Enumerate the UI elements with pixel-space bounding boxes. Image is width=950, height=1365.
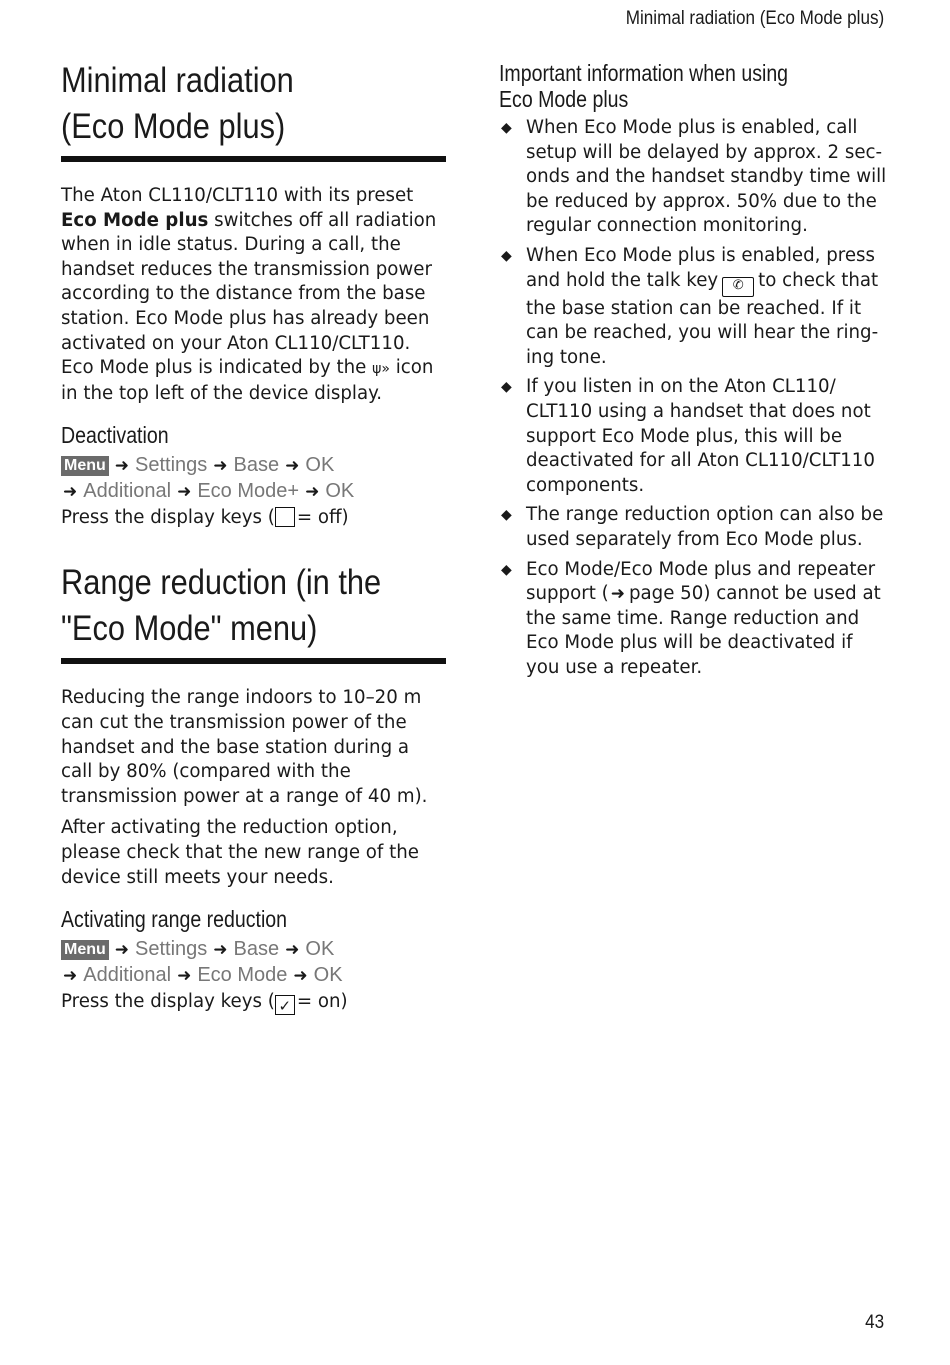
bullet-diamond-icon: ◆ xyxy=(501,120,512,136)
menu-item: Settings xyxy=(135,454,208,477)
menu-item: Eco Mode+ xyxy=(197,480,300,503)
subheading-text: Activating range reduction xyxy=(61,906,288,933)
bold-term: Eco Mode plus xyxy=(61,209,209,231)
arrow-icon: ➜ xyxy=(114,456,130,477)
press-instruction xyxy=(61,989,446,1015)
heading-line: Eco Mode plus xyxy=(499,86,629,112)
subheading-text: Deactivation xyxy=(61,422,169,449)
menu-item: OK xyxy=(325,480,355,503)
eco-mode-icon: ψ» xyxy=(372,361,390,378)
checkmark-key-icon: ✓ xyxy=(275,995,295,1015)
text: = off) xyxy=(296,507,349,529)
step-line xyxy=(61,479,446,505)
talk-key-icon: ✆ xyxy=(722,277,754,297)
title-line: "Eco Mode" menu) xyxy=(61,609,318,649)
info-list xyxy=(499,116,889,680)
press-instruction xyxy=(61,505,446,530)
list-item xyxy=(499,558,889,681)
menu-item: OK xyxy=(313,964,343,987)
arrow-icon: ➜ xyxy=(213,940,228,961)
list-item xyxy=(499,503,889,552)
intro-paragraph xyxy=(61,184,446,406)
text: The range reduction option can also be used separately from Eco Mode plus. xyxy=(526,504,884,550)
section-title-minimal-radiation xyxy=(61,58,446,162)
running-header: Minimal radiation (Eco Mode plus) xyxy=(625,8,884,29)
text: page 50) cannot be used at the same time. Range reduction and Eco Mode plus will be deactivated if you use a repeater. xyxy=(526,583,881,678)
list-item xyxy=(499,375,889,498)
menu-item: Additional xyxy=(83,964,172,987)
arrow-icon: ➜ xyxy=(305,482,320,503)
menu-item: Eco Mode xyxy=(197,964,288,987)
important-info-heading xyxy=(499,60,889,112)
menu-item: Settings xyxy=(135,938,208,961)
list-item xyxy=(499,244,889,370)
range-paragraph-1: Reducing the range indoors to 10–20 m can cut the transmission power of the handset and the base station during a call by 80% (compared with the transmission power at a range of 40 m). xyxy=(61,687,428,807)
menu-key: Menu xyxy=(61,940,109,960)
text: Press the display keys ( xyxy=(61,507,275,529)
left-column xyxy=(61,58,446,1015)
arrow-icon: ➜ xyxy=(285,940,300,961)
text: If you listen in on the Aton CL110/ CLT110 using a handset that does not support Eco Mode plus, this will be deactivated for all Aton CL110/CLT110 components. xyxy=(526,376,875,496)
bullet-diamond-icon: ◆ xyxy=(501,507,512,524)
text: When Eco Mode plus is enabled, press and hold the talk key xyxy=(526,244,875,291)
arrow-icon: ➜ xyxy=(63,966,78,987)
step-line xyxy=(61,963,446,989)
arrow-icon: ➜ xyxy=(285,456,300,477)
text: to check that the base station can be reached. If it can be reached, you will hear the ring-ing tone. xyxy=(526,269,879,368)
text: = on) xyxy=(296,991,348,1013)
subheading-activating xyxy=(61,906,446,932)
arrow-icon: ➜ xyxy=(213,456,228,477)
arrow-icon: ➜ xyxy=(114,940,130,961)
text: When Eco Mode plus is enabled, call setup will be delayed by approx. 2 sec-onds and the handset standby time will be reduced by approx. 50% due to the regular connection monitoring. xyxy=(526,117,887,237)
text: Eco Mode/Eco Mode plus and repeater support ( xyxy=(526,558,876,605)
heading-line: Important information when using xyxy=(499,60,789,86)
bullet-diamond-icon: ◆ xyxy=(501,247,512,264)
right-column xyxy=(499,60,889,685)
text: icon in the top left of the device display. xyxy=(61,357,434,404)
menu-item: Base xyxy=(233,454,280,477)
step-line xyxy=(61,937,446,963)
step-line xyxy=(61,453,446,479)
deactivation-steps xyxy=(61,453,446,530)
menu-item: OK xyxy=(305,938,335,961)
page-number: 43 xyxy=(864,1312,884,1333)
section-title-range-reduction xyxy=(61,560,446,664)
title-line: (Eco Mode plus) xyxy=(61,107,286,146)
title-line: Range reduction (in the xyxy=(61,563,382,603)
arrow-icon: ➜ xyxy=(177,482,192,503)
activation-steps xyxy=(61,937,446,1015)
menu-key: Menu xyxy=(61,456,109,476)
title-line: Minimal radiation xyxy=(61,61,294,100)
empty-checkbox-icon xyxy=(275,507,295,527)
text: switches off all radiation when in idle status. During a call, the handset reduces the transmission power according to the distance from the base station. Eco Mode plus has already been activated on your Aton CL110/CLT110. Eco Mode plus is indicated by the xyxy=(61,209,437,379)
arrow-icon: ➜ xyxy=(63,482,78,503)
menu-item: Additional xyxy=(83,480,172,503)
range-paragraph-2: After activating the reduction option, please check that the new range of the device still meets your needs. xyxy=(61,817,419,888)
text: Press the display keys ( xyxy=(61,991,275,1013)
menu-item: Base xyxy=(233,938,280,961)
subheading-deactivation xyxy=(61,422,446,448)
bullet-diamond-icon: ◆ xyxy=(501,379,512,396)
menu-item: OK xyxy=(305,454,335,477)
text: The Aton CL110/CLT110 with its preset xyxy=(61,185,414,206)
arrow-icon: ➜ xyxy=(293,966,308,987)
arrow-icon: ➜ xyxy=(610,584,625,605)
bullet-diamond-icon: ◆ xyxy=(501,561,512,578)
arrow-icon: ➜ xyxy=(177,966,192,987)
list-item xyxy=(499,116,889,239)
